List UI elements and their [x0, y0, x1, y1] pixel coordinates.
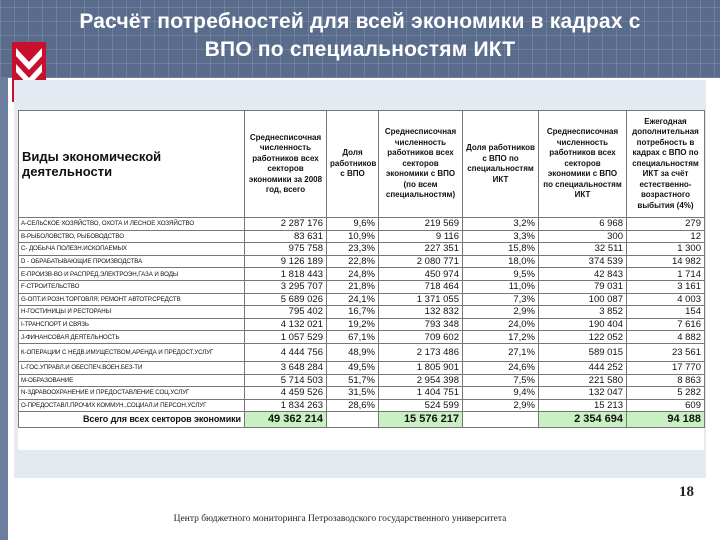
cell-vpo-all: 9 116 [379, 230, 463, 243]
row-label: А-СЕЛЬСКОЕ ХОЗЯЙСТВО, ОХОТА И ЛЕСНОЕ ХОЗЯЙСТВО [19, 218, 245, 231]
cell-annual-need: 7 616 [627, 318, 705, 331]
table-row [19, 280, 705, 293]
cell-share-ikt: 15,8% [463, 243, 539, 256]
cell-vpo-all: 227 351 [379, 243, 463, 256]
cell-share-ikt: 7,3% [463, 293, 539, 306]
staffing-needs-table [18, 110, 705, 428]
cell-vpo-ikt: 132 047 [539, 387, 627, 400]
cell-vpo-ikt: 300 [539, 230, 627, 243]
cell-vpo-all: 450 974 [379, 268, 463, 281]
cell-annual-need: 154 [627, 306, 705, 319]
cell-vpo-ikt: 190 404 [539, 318, 627, 331]
row-label: G-ОПТ.И РОЗН.ТОРГОВЛЯ; РЕМОНТ АВТОТР.СРЕДСТВ [19, 293, 245, 306]
cell-vpo-ikt: 42 843 [539, 268, 627, 281]
cell-share-ikt: 24,6% [463, 361, 539, 374]
cell-share-vpo: 22,8% [327, 255, 379, 268]
cell-employees: 4 132 021 [245, 318, 327, 331]
total-employees: 49 362 214 [245, 412, 327, 428]
header-vpo-ikt: Среднесписочная численность работников всех секторов экономики с ВПО по специальностям ИКТ [539, 111, 627, 218]
header-annual-need: Ежегодная дополнительная потребность в кадрах с ВПО по специальностям ИКТ за счёт естественно-возрастного выбытия (4%) [627, 111, 705, 218]
cell-share-vpo: 21,8% [327, 280, 379, 293]
row-label: D - ОБРАБАТЫВАЮЩИЕ ПРОИЗВОДСТВА [19, 255, 245, 268]
cell-vpo-ikt: 122 052 [539, 331, 627, 344]
cell-share-ikt: 2,9% [463, 399, 539, 412]
row-label: F-СТРОИТЕЛЬСТВО [19, 280, 245, 293]
cell-vpo-ikt: 79 031 [539, 280, 627, 293]
row-label: К-ОПЕРАЦИИ С НЕДВ.ИМУЩЕСТВОМ,АРЕНДА И ПРЕДОСТ.УСЛУГ [19, 343, 245, 361]
header-share-vpo: Доля работников с ВПО [327, 111, 379, 218]
cell-vpo-all: 2 954 398 [379, 374, 463, 387]
left-accent-bar [0, 78, 8, 540]
header-share-ikt: Доля работников с ВПО по специальностям ИКТ [463, 111, 539, 218]
cell-employees: 4 459 526 [245, 387, 327, 400]
cell-annual-need: 609 [627, 399, 705, 412]
total-share-ikt [463, 412, 539, 428]
cell-share-vpo: 9,6% [327, 218, 379, 231]
cell-annual-need: 4 003 [627, 293, 705, 306]
cell-vpo-ikt: 3 852 [539, 306, 627, 319]
cell-vpo-ikt: 32 511 [539, 243, 627, 256]
cell-vpo-ikt: 221 580 [539, 374, 627, 387]
cell-employees: 1 057 529 [245, 331, 327, 344]
cell-vpo-all: 524 599 [379, 399, 463, 412]
cell-share-ikt: 2,9% [463, 306, 539, 319]
cell-annual-need: 279 [627, 218, 705, 231]
cell-annual-need: 5 282 [627, 387, 705, 400]
header-employees: Среднесписочная численность работников всех секторов экономики за 2008 год, всего [245, 111, 327, 218]
cell-vpo-all: 219 569 [379, 218, 463, 231]
cell-share-vpo: 23,3% [327, 243, 379, 256]
row-label: О-ПРЕДОСТАВЛ.ПРОЧИХ КОММУН.,СОЦИАЛ.И ПЕРСОН.УСЛУГ [19, 399, 245, 412]
header-vpo-all: Среднесписочная численность работников всех секторов экономики с ВПО (по всем специальностям) [379, 111, 463, 218]
cell-vpo-all: 132 832 [379, 306, 463, 319]
cell-employees: 9 126 189 [245, 255, 327, 268]
cell-share-vpo: 24,1% [327, 293, 379, 306]
cell-annual-need: 14 982 [627, 255, 705, 268]
table-row [19, 318, 705, 331]
total-vpo-ikt: 2 354 694 [539, 412, 627, 428]
cell-share-ikt: 17,2% [463, 331, 539, 344]
row-label: Е-ПРОИЗВ-ВО И РАСПРЕД.ЭЛЕКТРОЭН,ГАЗА И ВОДЫ [19, 268, 245, 281]
cell-share-ikt: 3,2% [463, 218, 539, 231]
table-row [19, 399, 705, 412]
cell-annual-need: 23 561 [627, 343, 705, 361]
cell-share-vpo: 10,9% [327, 230, 379, 243]
row-label: N-ЗДРАВООХРАНЕНИЕ И ПРЕДОСТАВЛЕНИЕ СОЦ.УСЛУГ [19, 387, 245, 400]
cell-employees: 3 648 284 [245, 361, 327, 374]
total-vpo-all: 15 576 217 [379, 412, 463, 428]
row-label: Н-ГОСТИНИЦЫ И РЕСТОРАНЫ [19, 306, 245, 319]
cell-employees: 3 295 707 [245, 280, 327, 293]
cell-annual-need: 3 161 [627, 280, 705, 293]
table-row [19, 243, 705, 256]
table-row [19, 374, 705, 387]
table-row [19, 268, 705, 281]
title-line-2: ВПО по специальностям ИКТ [204, 38, 516, 61]
cell-vpo-ikt: 6 968 [539, 218, 627, 231]
cell-share-ikt: 27,1% [463, 343, 539, 361]
cell-share-ikt: 7,5% [463, 374, 539, 387]
cell-share-vpo: 28,6% [327, 399, 379, 412]
cell-annual-need: 12 [627, 230, 705, 243]
cell-employees: 4 444 756 [245, 343, 327, 361]
cell-share-vpo: 51,7% [327, 374, 379, 387]
cell-vpo-all: 793 348 [379, 318, 463, 331]
table-total-row [19, 412, 705, 428]
cell-share-vpo: 16,7% [327, 306, 379, 319]
cell-share-vpo: 67,1% [327, 331, 379, 344]
table-row [19, 293, 705, 306]
header-activity: Виды экономической деятельности [19, 111, 245, 218]
row-label: В-РЫБОЛОВСТВО, РЫБОВОДСТВО [19, 230, 245, 243]
cell-employees: 975 758 [245, 243, 327, 256]
slide-header [0, 0, 720, 78]
cell-vpo-ikt: 444 252 [539, 361, 627, 374]
cell-share-vpo: 31,5% [327, 387, 379, 400]
cell-vpo-all: 709 602 [379, 331, 463, 344]
cell-share-ikt: 11,0% [463, 280, 539, 293]
cell-vpo-all: 1 371 055 [379, 293, 463, 306]
footer-caption: Центр бюджетного мониторинга Петрозаводского государственного университета [173, 514, 507, 524]
cell-share-ikt: 18,0% [463, 255, 539, 268]
cell-share-ikt: 24,0% [463, 318, 539, 331]
cell-vpo-ikt: 589 015 [539, 343, 627, 361]
cell-annual-need: 17 770 [627, 361, 705, 374]
cell-vpo-all: 2 173 486 [379, 343, 463, 361]
total-label: Всего для всех секторов экономики [19, 412, 245, 428]
page-number: 18 [679, 484, 694, 500]
total-annual-need: 94 188 [627, 412, 705, 428]
cell-share-ikt: 9,4% [463, 387, 539, 400]
table-row [19, 218, 705, 231]
cell-annual-need: 8 863 [627, 374, 705, 387]
table-row [19, 230, 705, 243]
cell-share-vpo: 48,9% [327, 343, 379, 361]
cell-vpo-all: 1 805 901 [379, 361, 463, 374]
cell-employees: 83 631 [245, 230, 327, 243]
cell-employees: 1 834 263 [245, 399, 327, 412]
table-row [19, 361, 705, 374]
table-row [19, 331, 705, 344]
cell-vpo-all: 718 464 [379, 280, 463, 293]
total-share-vpo [327, 412, 379, 428]
table-row [19, 387, 705, 400]
cell-vpo-ikt: 15 213 [539, 399, 627, 412]
cell-share-vpo: 24,8% [327, 268, 379, 281]
table-row [19, 255, 705, 268]
table-row [19, 306, 705, 319]
cell-employees: 5 714 503 [245, 374, 327, 387]
cell-vpo-all: 1 404 751 [379, 387, 463, 400]
cell-employees: 795 402 [245, 306, 327, 319]
cell-vpo-all: 2 080 771 [379, 255, 463, 268]
cell-employees: 2 287 176 [245, 218, 327, 231]
row-label: С- ДОБЫЧА ПОЛЕЗН.ИСКОПАЕМЫХ [19, 243, 245, 256]
cell-annual-need: 1 300 [627, 243, 705, 256]
cell-employees: 5 689 026 [245, 293, 327, 306]
slide-title [20, 8, 700, 64]
row-label: М-ОБРАЗОВАНИЕ [19, 374, 245, 387]
row-label: J-ФИНАНСОВАЯ ДЕЯТЕЛЬНОСТЬ [19, 331, 245, 344]
cell-vpo-ikt: 100 087 [539, 293, 627, 306]
cell-annual-need: 1 714 [627, 268, 705, 281]
cell-vpo-ikt: 374 539 [539, 255, 627, 268]
row-label: I-ТРАНСПОРТ И СВЯЗЬ [19, 318, 245, 331]
cell-annual-need: 4 882 [627, 331, 705, 344]
table-header-row [19, 111, 705, 218]
table-row [19, 343, 705, 361]
row-label: L-ГОС.УПРАВЛ.И ОБЕСПЕЧ.ВОЕН.БЕЗ-ТИ [19, 361, 245, 374]
cell-share-vpo: 19,2% [327, 318, 379, 331]
cell-share-ikt: 9,5% [463, 268, 539, 281]
cell-employees: 1 818 443 [245, 268, 327, 281]
title-line-1: Расчёт потребностей для всей экономики в кадрах с [79, 10, 641, 33]
cell-share-vpo: 49,5% [327, 361, 379, 374]
cell-share-ikt: 3,3% [463, 230, 539, 243]
